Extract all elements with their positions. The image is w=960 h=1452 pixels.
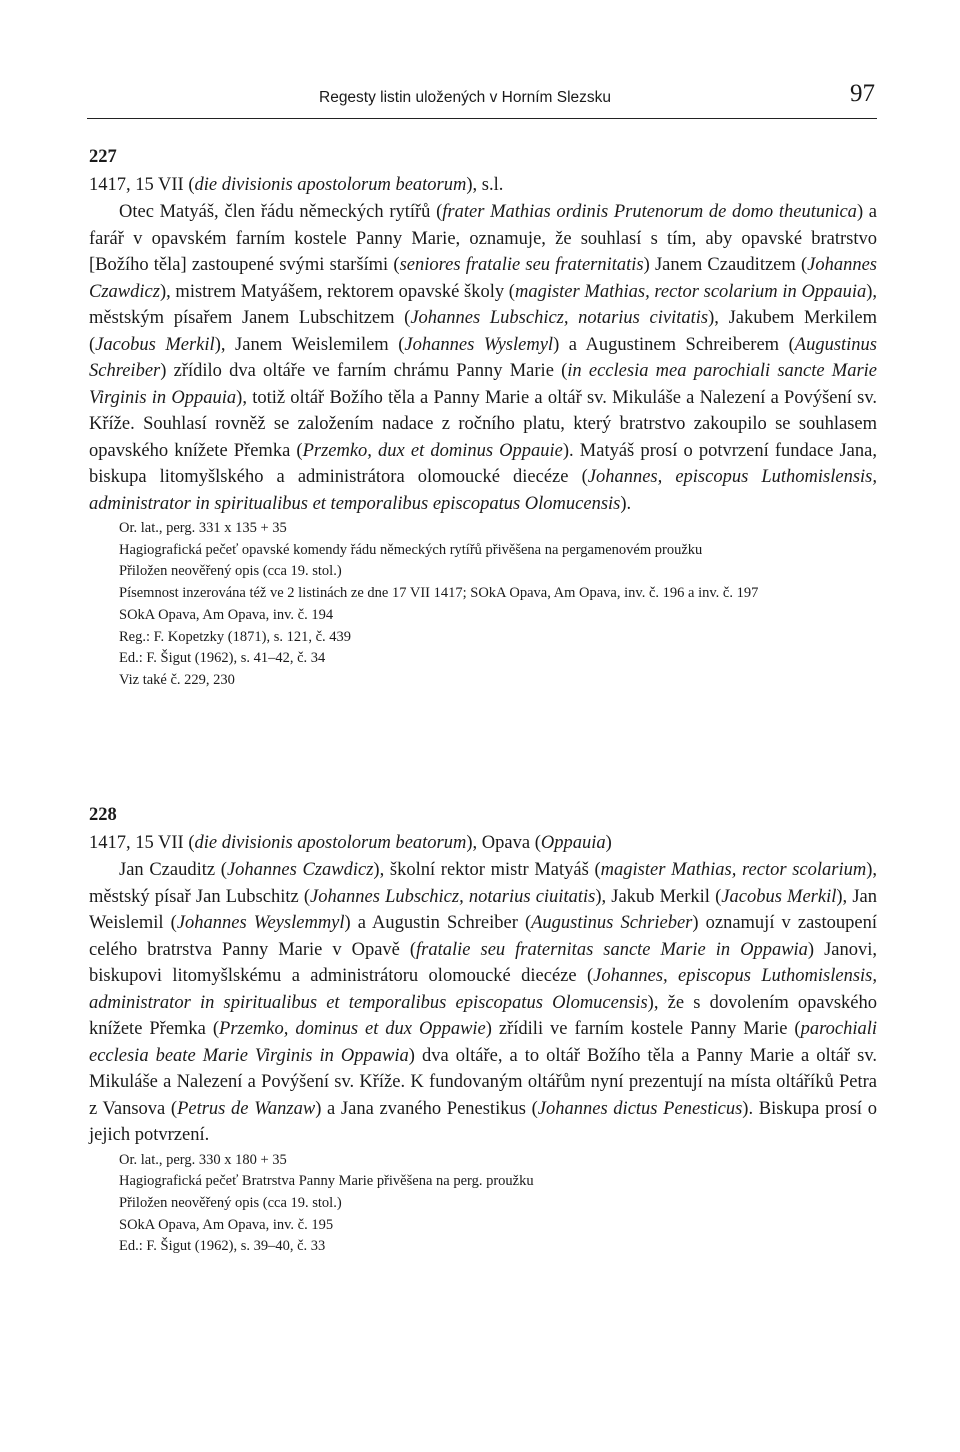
entry-date: 1417, 15 VII (die divisionis apostolorum beatorum), s.l. [89, 175, 504, 195]
note-original: Or. lat., perg. 330 x 180 + 35 [119, 1151, 287, 1168]
entry-date: 1417, 15 VII (die divisionis apostolorum beatorum), Opava (Oppauia) [89, 833, 612, 853]
running-title: Regesty listin uložených v Horním Slezsku [319, 89, 612, 106]
note-archive: SOkA Opava, Am Opava, inv. č. 195 [119, 1216, 334, 1233]
note-edition: Ed.: F. Šigut (1962), s. 39–40, č. 33 [119, 1238, 326, 1255]
note-copy: Přiložen neověřený opis (cca 19. stol.) [119, 1194, 342, 1211]
page-header [87, 80, 877, 119]
note-inserted: Písemnost inzerována též ve 2 listinách ze dne 17 VII 1417; SOkA Opava, Am Opava, inv. č. 196 a inv. č. 197 [119, 585, 759, 602]
page-number: 97 [850, 80, 875, 107]
entry-number: 228 [89, 805, 117, 825]
entry-notes [119, 518, 877, 692]
regest-entry-228 [89, 803, 877, 1258]
note-copy: Přiložen neověřený opis (cca 19. stol.) [119, 563, 342, 580]
entry-notes [119, 1150, 877, 1259]
entry-body: Jan Czauditz (Johannes Czawdicz), školní rektor mistr Matyáš (magister Mathias, rector scolarium), městský písař Jan Lubschitz (Johannes Lubschicz, notarius ciuitatis), Jakub Merkil (Jacobus Merkil), Jan Weislemil (Johannes Weyslemmyl) a Augustin Schreiber (Augustinus Schrieber) oznamují v zastoupení celého bratrstva Panny Marie v Opavě (fratalie seu fraternitas sancte Marie in Oppawia) Janovi, biskupovi litomyšlskému a administrátoru olomoucké diecéze (Johannes, episcopus Luthomislensis, administrator in spiritualibus et temporalibus episcopatus Olomucensis), že s dovolením opavského knížete Přemka (Przemko, dominus et dux Oppawie) zřídili ve farním kostele Panny Marie (parochiali ecclesia beate Marie Virginis in Oppawia) dva oltáře, a to oltář Božího těla a Panny Marie a oltář sv. Mikuláše a Nalezení a Povýšení sv. Kříže. K fundovaným oltářům nyní prezentují na místa oltáříků Petra z Vansova (Petrus de Wanzaw) a Jana zvaného Penestikus (Johannes dictus Penesticus). Biskupa prosí o jejich potvrzení. [89, 860, 878, 1145]
note-seal: Hagiografická pečeť Bratrstva Panny Marie přivěšena na perg. proužku [119, 1173, 534, 1190]
note-original: Or. lat., perg. 331 x 135 + 35 [119, 520, 287, 536]
note-edition: Ed.: F. Šigut (1962), s. 41–42, č. 34 [119, 650, 326, 667]
entry-number: 227 [89, 147, 117, 167]
regest-entry-227 [89, 145, 877, 692]
note-regest: Reg.: F. Kopetzky (1871), s. 121, č. 439 [119, 628, 352, 645]
entry-body: Otec Matyáš, člen řádu německých rytířů (frater Mathias ordinis Prutenorum de domo theutunica) a farář v opavském farním kostele Panny Marie, oznamuje, že souhlasí s tím, aby opavské bratrstvo [Božího těla] zastoupené svými staršími (seniores fratalie seu fraternitatis) Janem Czauditzem (Johannes Czawdicz), mistrem Matyášem, rektorem opavské školy (magister Mathias, rector scolarium in Oppauia), městským písařem Janem Lubschitzem (Johannes Lubschicz, notarius civitatis), Jakubem Merkilem (Jacobus Merkil), Janem Weislemilem (Johannes Wyslemyl) a Augustinem Schreiberem (Augustinus Schreiber) zřídilo dva oltáře ve farním chrámu Panny Marie (in ecclesia mea parochiali sancte Marie Virginis in Oppauia), totiž oltář Božího těla a Panny Marie a oltář sv. Mikuláše a Nalezení a Povýšení sv. Kříže. Souhlasí rovněž se založením nadace z ročního platu, který bratrstvo zakoupilo se souhlasem opavského knížete Přemka (Przemko, dux et dominus Oppauie). Matyáš prosí o potvrzení fundace Jana, biskupa litomyšlského a administrátora olomoucké diecéze (Johannes, episcopus Luthomislensis, administrator in spiritualibus et temporalibus episcopatus Olomucensis). [89, 202, 878, 514]
note-see-also: Viz také č. 229, 230 [119, 671, 235, 688]
note-seal: Hagiografická pečeť opavské komendy řádu německých rytířů přivěšena na pergamenovém proužku [119, 541, 703, 558]
note-archive: SOkA Opava, Am Opava, inv. č. 194 [119, 606, 334, 623]
